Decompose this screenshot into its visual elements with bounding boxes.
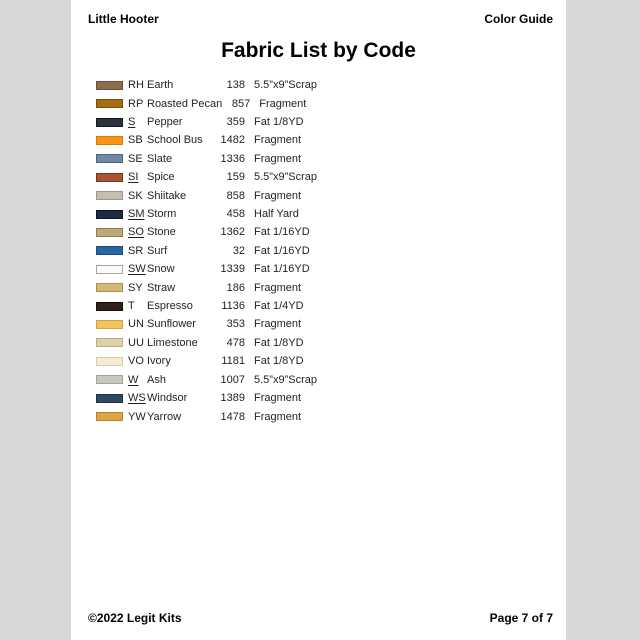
fabric-size: Fragment [254,134,302,147]
fabric-color-swatch [96,320,123,329]
page-title: Fabric List by Code [221,39,416,62]
fabric-code: SY [128,281,143,294]
fabric-row [96,223,396,241]
fabric-name: Ash [147,373,166,386]
fabric-number: 458 [226,208,245,221]
fabric-name: Surf [147,244,168,257]
fabric-code: RP [128,97,144,110]
fabric-number: 159 [226,171,245,184]
fabric-name: Roasted Pecan [147,97,223,110]
fabric-name: Straw [147,281,176,294]
fabric-color-swatch [96,118,123,127]
fabric-code: SR [128,244,144,257]
fabric-name: Storm [147,208,177,221]
fabric-code: SW [128,263,146,276]
fabric-code: T [128,300,135,313]
fabric-size: Fat 1/16YD [254,226,310,239]
fabric-row [96,113,396,131]
header-doc-type: Color Guide [484,12,553,26]
fabric-number: 1181 [221,355,245,368]
fabric-color-swatch [96,246,123,255]
fabric-size: Fragment [254,189,302,202]
fabric-row [96,186,396,204]
fabric-name: Windsor [147,392,188,405]
fabric-size: 5.5”x9”Scrap [254,171,317,184]
fabric-code: YW [128,410,146,423]
fabric-name: Snow [147,263,175,276]
fabric-row [96,205,396,223]
fabric-row [96,371,396,389]
fabric-row [96,260,396,278]
fabric-row [96,94,396,112]
fabric-code: SK [128,189,143,202]
fabric-number: 1136 [221,300,245,313]
fabric-row [96,278,396,296]
fabric-size: Fat 1/8YD [254,336,304,349]
fabric-color-swatch [96,283,123,292]
fabric-code: SM [128,208,145,221]
fabric-number: 478 [226,336,245,349]
fabric-color-swatch [96,136,123,145]
footer-copyright: ©2022 Legit Kits [88,611,182,625]
fabric-code: VO [128,355,144,368]
fabric-size: Fat 1/4YD [254,300,304,313]
fabric-row [96,334,396,352]
fabric-size: Fat 1/16YD [254,263,310,276]
fabric-row [96,168,396,186]
fabric-number: 186 [226,281,245,294]
document-page [71,0,566,640]
fabric-row [96,407,396,425]
fabric-name: Limestone [147,336,198,349]
fabric-color-swatch [96,265,123,274]
fabric-code: SB [128,134,143,147]
fabric-name: Spice [147,171,175,184]
fabric-color-swatch [96,81,123,90]
fabric-number: 1482 [220,134,245,147]
fabric-code: SO [128,226,144,239]
fabric-number: 858 [226,189,245,202]
fabric-size: Fat 1/8YD [254,116,304,129]
fabric-size: Fat 1/16YD [254,244,310,257]
fabric-size: 5.5”x9”Scrap [254,79,317,92]
fabric-name: Slate [147,152,173,165]
fabric-row [96,242,396,260]
fabric-number: 1339 [220,263,245,276]
fabric-list-table [96,76,396,426]
fabric-color-swatch [96,173,123,182]
fabric-name: Espresso [147,300,193,313]
fabric-color-swatch [96,210,123,219]
fabric-color-swatch [96,191,123,200]
fabric-row [96,352,396,370]
fabric-code: UN [128,318,144,331]
fabric-size: Fragment [254,318,302,331]
fabric-number: 353 [226,318,245,331]
fabric-number: 359 [226,116,245,129]
fabric-row [96,150,396,168]
fabric-row [96,315,396,333]
fabric-name: Shiitake [147,189,187,202]
fabric-size: Fragment [254,410,302,423]
fabric-number: 1007 [220,373,245,386]
fabric-code: WS [128,392,146,405]
fabric-name: School Bus [147,134,203,147]
fabric-size: Fragment [254,392,302,405]
fabric-number: 857 [231,97,251,110]
fabric-color-swatch [96,302,123,311]
footer-page-indicator: Page 7 of 7 [489,611,553,625]
fabric-row [96,297,396,315]
fabric-color-swatch [96,99,123,108]
fabric-code: W [128,373,139,386]
fabric-number: 32 [232,244,245,257]
fabric-color-swatch [96,338,123,347]
fabric-name: Pepper [147,116,183,129]
fabric-size: Fragment [259,97,307,110]
fabric-row [96,389,396,407]
fabric-code: RH [128,79,144,92]
fabric-color-swatch [96,412,123,421]
fabric-code: SI [128,171,139,184]
fabric-name: Ivory [147,355,171,368]
header-project-name: Little Hooter [88,12,159,26]
fabric-name: Earth [147,79,174,92]
fabric-color-swatch [96,154,123,163]
fabric-size: Fat 1/8YD [254,355,304,368]
fabric-color-swatch [96,375,123,384]
fabric-number: 138 [226,79,245,92]
fabric-color-swatch [96,394,123,403]
fabric-size: Fragment [254,152,302,165]
fabric-number: 1478 [220,410,245,423]
fabric-name: Sunflower [147,318,196,331]
fabric-size: Fragment [254,281,302,294]
fabric-row [96,76,396,94]
fabric-size: 5.5”x9”Scrap [254,373,317,386]
fabric-color-swatch [96,357,123,366]
fabric-number: 1336 [220,152,245,165]
fabric-name: Stone [147,226,176,239]
fabric-code: S [128,116,136,129]
fabric-code: SE [128,152,143,165]
fabric-number: 1389 [220,392,245,405]
fabric-name: Yarrow [147,410,182,423]
fabric-color-swatch [96,228,123,237]
fabric-row [96,131,396,149]
fabric-number: 1362 [220,226,245,239]
fabric-code: UU [128,336,144,349]
fabric-size: Half Yard [254,208,299,221]
